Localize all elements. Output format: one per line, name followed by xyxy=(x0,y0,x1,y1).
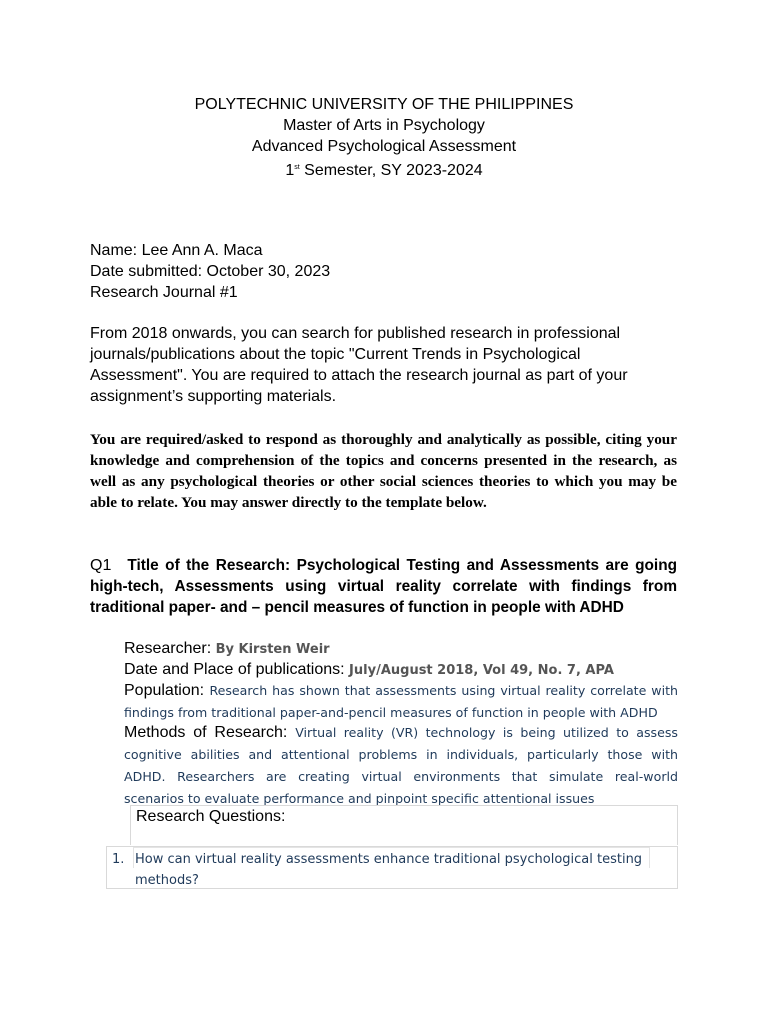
list-item: How can virtual reality assessments enhance traditional psychological testing methods? xyxy=(135,852,643,888)
population-value: Research has shown that assessments using virtual reality correlate with findings from traditional paper-and-pencil measures of function in people with ADHD xyxy=(124,683,678,720)
student-info xyxy=(90,240,330,303)
date-submitted: Date submitted: October 30, 2023 xyxy=(90,263,331,280)
course-name: Advanced Psychological Assessment xyxy=(251,138,517,155)
instructions-paragraph: You are required/asked to respond as thoroughly and analytically as possible, citing your knowledge and comprehension of the topics and concerns presented in the research, as well as any psychological theories or other social sciences theories to which you may be able to relate. You may answer directly to the template below. xyxy=(90,431,677,511)
researcher-value: By Kirsten Weir xyxy=(215,642,330,657)
methods-field xyxy=(124,722,678,810)
q1-number: Q1 xyxy=(90,557,112,574)
population-label: Population: xyxy=(124,682,205,699)
student-name: Name: Lee Ann A. Maca xyxy=(90,242,263,259)
program-name: Master of Arts in Psychology xyxy=(283,117,485,134)
population-field xyxy=(124,680,678,724)
publication-label: Date and Place of publications: xyxy=(124,661,345,678)
intro-paragraph: From 2018 onwards, you can search for published research in professional journals/publications about the topic "Current Trends in Psychological Assessment". You are required to attach the research journal as part of your assignment’s supporting materials. xyxy=(90,325,628,405)
publication-field xyxy=(124,659,678,680)
semester-ordinal: st xyxy=(294,164,300,171)
semester-line xyxy=(0,157,768,181)
publication-value: July/August 2018, Vol 49, No. 7, APA xyxy=(349,663,614,678)
q1-title: Title of the Research: Psychological Testing and Assessments are going high-tech, Assessments using virtual reality correlate with findings from traditional paper- and – pencil measures of function in people with ADHD xyxy=(90,557,677,616)
semester-text: Semester, SY 2023-2024 xyxy=(299,162,483,179)
researcher-label: Researcher: xyxy=(124,640,212,657)
list-item-number: 1. xyxy=(112,852,125,867)
document-header xyxy=(0,94,768,181)
research-questions-label: Research Questions: xyxy=(136,808,286,825)
university-name: POLYTECHNIC UNIVERSITY OF THE PHILIPPINES xyxy=(194,96,574,113)
journal-number: Research Journal #1 xyxy=(90,284,238,301)
researcher-field xyxy=(124,638,678,659)
q1-title-block xyxy=(90,555,677,618)
semester-number: 1 xyxy=(285,162,295,179)
methods-label: Methods of Research: xyxy=(124,724,288,741)
methods-value: Virtual reality (VR) technology is being utilized to assess cognitive abilities and attentional problems in individuals, particularly those with ADHD. Researchers are creating virtual environments that simulate real-world scenarios to evaluate performance and pinpoint specific attentional issues xyxy=(124,725,678,806)
